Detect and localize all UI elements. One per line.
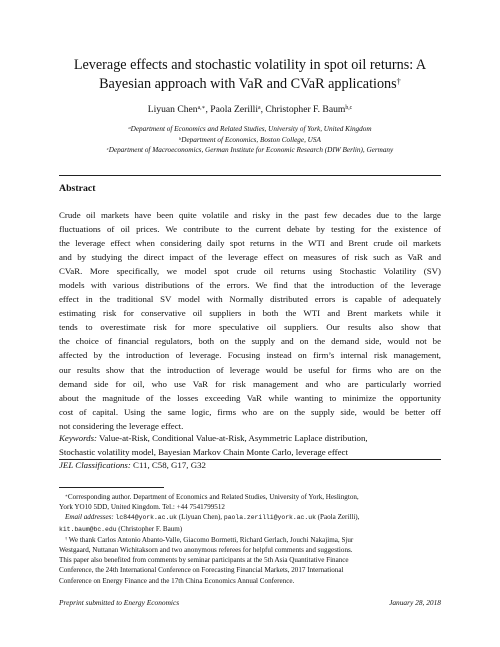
abstract-body — [59, 208, 441, 433]
jel-label: JEL Classifications: — [59, 460, 131, 470]
abstract-line: the choice of financial regulators, both on the supply and on the demand side, would not be — [59, 336, 441, 347]
abstract-top-rule — [59, 175, 441, 176]
page-footer — [59, 598, 441, 607]
jel-codes: C11, C58, G17, G32 — [130, 460, 206, 470]
author-affil-mark: a — [258, 105, 261, 112]
footnote-text: Corresponding author. Department of Economics and Related Studies, University of York, Heslington, — [67, 493, 359, 501]
author-name: Paola Zerilli — [210, 104, 258, 115]
author-list — [40, 104, 460, 115]
abstract-bottom-rule — [59, 459, 441, 460]
abstract-line: Crude oil markets have been quite volatile and risky in the past few decades due to the large — [59, 210, 441, 220]
keywords-text: Value-at-Risk, Conditional Value-at-Risk, Asymmetric Laplace distribution, — [97, 433, 368, 443]
title-line-1: Leverage effects and stochastic volatility in spot oil returns: A — [73, 57, 427, 73]
email-owner: (Liyuan Chen), — [176, 513, 224, 522]
author-name: Christopher F. Baum — [265, 104, 346, 115]
affiliation — [30, 145, 470, 156]
footnote-text-line: York YO10 5DD, United Kingdom. Tel.: +44 7541799512 — [59, 503, 225, 512]
email-line — [59, 512, 441, 523]
footnote-text: We thank Carlos Antonio Abanto-Valle, Giacomo Bormetti, Richard Gerlach, Jouchi Nakajima, Sjur — [68, 535, 354, 544]
acknowledgement-line: Westgaard, Nuttanan Wichitaksorn and two anonymous referees for helpful comments and suggestions. — [59, 546, 353, 555]
footnote-rule — [59, 487, 164, 488]
footnotes — [59, 492, 441, 586]
email-label: Email addresses: — [65, 513, 114, 522]
preprint-date: January 28, 2018 — [389, 598, 441, 607]
email-link[interactable]: kit.baum@bc.edu — [59, 525, 117, 533]
affiliation-text: Department of Economics, Boston College, USA — [181, 135, 321, 144]
email-link[interactable]: paola.zerilli@york.ac.uk — [223, 514, 316, 522]
footnote-mark: ∗ — [65, 492, 68, 498]
footnote-mark: † — [65, 535, 68, 541]
abstract-line: affected by the introduction of leverage. Focusing instead on firm’s internal risk management, — [59, 350, 441, 361]
affiliation-mark: a — [128, 124, 131, 130]
author-separator: , — [205, 104, 211, 115]
acknowledgement-line — [59, 535, 441, 545]
author-name: Liyuan Chen — [147, 104, 198, 115]
acknowledgement-line: Conference, the 24th International Conference on Forecasting Financial Markets, 2017 International — [59, 566, 344, 575]
abstract-line: the leverage effect when considering daily spot returns in the WTI and Brent crude oil markets — [59, 238, 441, 249]
abstract-heading: Abstract — [59, 183, 96, 194]
abstract-line: tends to overestimate risk for more speculative oil suppliers. Our results also show that — [59, 322, 441, 333]
keywords-block — [59, 432, 441, 473]
abstract-line: estimating risk for conservative oil suppliers in both the WTI and Brent markets while it — [59, 308, 441, 319]
email-owner: (Christopher F. Baum) — [116, 524, 183, 533]
affiliation-mark: c — [106, 145, 109, 151]
title-footnote-mark: † — [396, 75, 401, 86]
abstract-line: demand side for oil, who use VaR for risk management and who are particularly worried — [59, 378, 441, 389]
abstract-line: models with various distributions of the errors. We find that the introduction of the leverage — [59, 280, 441, 291]
affiliation — [30, 124, 470, 135]
acknowledgement-line: This paper also benefited from comments by seminar participants at the 5th Asia Quantitative Finance — [59, 556, 349, 565]
preprint-note: Preprint submitted to Energy Economics — [59, 598, 180, 607]
affiliation-mark: b — [179, 135, 182, 141]
keywords-line — [59, 432, 441, 446]
abstract-line: and by studying the direct impact of the leverage effect on measures of risk such as VaR and — [59, 252, 441, 263]
email-owner: (Paola Zerilli), — [315, 513, 360, 522]
abstract-line: not considering the leverage effect. — [59, 420, 184, 431]
affiliation — [30, 135, 470, 146]
abstract-line: effect in the traditional SV model with Normally distributed errors is capable of adequately — [59, 294, 441, 305]
abstract-line: about the magnitude of the losses exceeding VaR while wanting to minimize the opportunity — [59, 392, 441, 403]
paper-title — [40, 56, 460, 94]
author-affil-mark: a,∗ — [197, 105, 206, 112]
abstract-line: our results show that the introduction of leverage would be useful for firms who are on the — [59, 364, 441, 375]
author-separator: , — [260, 104, 266, 115]
affiliation-text: Department of Economics and Related Studies, University of York, United Kingdom — [130, 125, 372, 133]
keywords-label: Keywords: — [59, 433, 97, 443]
abstract-line: CVaR. More specifically, we model spot crude oil returns using Stochastic Volatility (SV) — [59, 266, 441, 277]
corresponding-author-note — [59, 492, 441, 502]
title-line-2-text: Bayesian approach with VaR and CVaR applications — [99, 76, 397, 92]
affiliation-list — [30, 124, 470, 156]
email-link[interactable]: lc844@york.ac.uk — [115, 514, 177, 522]
affiliation-text: Department of Macroeconomics, German Institute for Economic Research (DIW Berlin), Germany — [108, 146, 394, 154]
abstract-line: fluctuations of oil prices. We contribute to the current debate by testing for the existence of — [59, 224, 441, 235]
acknowledgement-line: Conference on Energy Finance and the 17th China Economics Annual Conference. — [59, 576, 295, 585]
keywords-line: Stochastic volatility model, Bayesian Markov Chain Monte Carlo, leverage effect — [59, 446, 348, 457]
title-line-2 — [40, 75, 460, 94]
jel-line — [59, 459, 441, 473]
author-affil-mark: b,c — [345, 105, 353, 112]
email-line — [59, 524, 441, 535]
abstract-line: cost of capital. Using the same logic, firms who are on the supply side, would be better off — [59, 406, 441, 417]
